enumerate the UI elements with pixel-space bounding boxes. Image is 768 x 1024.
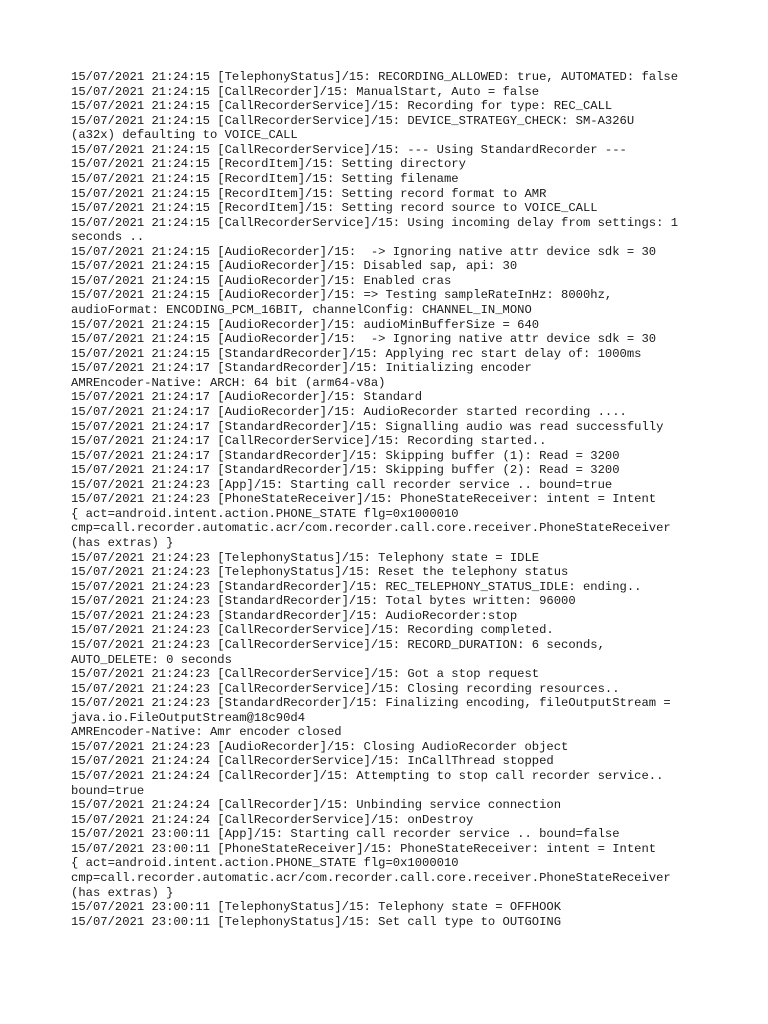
log-line: 15/07/2021 23:00:11 [App]/15: Starting call recorder service .. bound=false: [71, 827, 620, 842]
log-line: 15/07/2021 21:24:23 [CallRecorderService]/15: RECORD_DURATION: 6 seconds,: [71, 637, 605, 652]
log-line: 15/07/2021 21:24:15 [AudioRecorder]/15: -> Ignoring native attr device sdk = 30: [71, 244, 657, 259]
log-line: 15/07/2021 21:24:15 [CallRecorderService]/15: Using incoming delay from settings: 1: [71, 215, 679, 230]
log-line: 15/07/2021 21:24:15 [CallRecorderService]/15: DEVICE_STRATEGY_CHECK: SM-A326U: [71, 113, 635, 128]
log-line: AMREncoder-Native: Amr encoder closed: [71, 725, 342, 740]
log-line: 15/07/2021 21:24:17 [AudioRecorder]/15: AudioRecorder started recording ....: [71, 404, 627, 419]
log-line: (has extras) }: [71, 885, 174, 900]
log-line: 15/07/2021 21:24:15 [AudioRecorder]/15: audioMinBufferSize = 640: [71, 317, 540, 332]
log-line: (has extras) }: [71, 536, 174, 550]
log-line: 15/07/2021 21:24:17 [StandardRecorder]/15: Skipping buffer (1): Read = 3200: [71, 448, 620, 463]
log-line: 15/07/2021 21:24:15 [AudioRecorder]/15: Enabled cras: [71, 273, 452, 288]
log-line: 15/07/2021 21:24:15 [AudioRecorder]/15: -> Ignoring native attr device sdk = 30: [71, 332, 657, 347]
log-line: cmp=call.recorder.automatic.acr/com.recorder.call.core.receiver.PhoneStateReceiver: [71, 521, 671, 536]
log-line: 15/07/2021 23:00:11 [TelephonyStatus]/15: Telephony state = OFFHOOK: [71, 900, 562, 915]
log-line: 15/07/2021 21:24:23 [TelephonyStatus]/15: Reset the telephony status: [71, 565, 569, 580]
log-line: 15/07/2021 21:24:23 [CallRecorderService]/15: Closing recording resources..: [71, 681, 620, 696]
log-line: java.io.FileOutputStream@18c90d4: [71, 710, 306, 725]
log-line: 15/07/2021 21:24:15 [CallRecorder]/15: ManualStart, Auto = false: [71, 84, 540, 99]
log-line: 15/07/2021 21:24:17 [StandardRecorder]/15: Skipping buffer (2): Read = 3200: [71, 463, 620, 478]
log-line: 15/07/2021 21:24:15 [RecordItem]/15: Setting record source to VOICE_CALL: [71, 201, 598, 216]
log-line: 15/07/2021 21:24:15 [StandardRecorder]/15: Applying rec start delay of: 1000ms: [71, 346, 642, 361]
log-line: 15/07/2021 21:24:23 [CallRecorderService]/15: Got a stop request: [71, 667, 540, 682]
log-line: 15/07/2021 21:24:23 [PhoneStateReceiver]/15: PhoneStateReceiver: intent = Intent: [71, 492, 657, 507]
log-line: 15/07/2021 23:00:11 [TelephonyStatus]/15: Set call type to OUTGOING: [71, 914, 562, 929]
log-line: 15/07/2021 23:00:11 [PhoneStateReceiver]/15: PhoneStateReceiver: intent = Intent: [71, 841, 657, 856]
log-line: bound=true: [71, 783, 145, 798]
log-line: 15/07/2021 21:24:24 [CallRecorder]/15: Attempting to stop call recorder service..: [71, 769, 664, 783]
log-line: cmp=call.recorder.automatic.acr/com.recorder.call.core.receiver.PhoneStateReceiver: [71, 870, 671, 885]
log-line: 15/07/2021 21:24:23 [AudioRecorder]/15: Closing AudioRecorder object: [71, 739, 569, 754]
log-line: 15/07/2021 21:24:15 [CallRecorderService]/15: --- Using StandardRecorder ---: [71, 142, 627, 157]
log-line: 15/07/2021 21:24:23 [StandardRecorder]/15: Total bytes written: 96000: [71, 594, 576, 609]
log-line: 15/07/2021 21:24:17 [StandardRecorder]/15: Initializing encoder: [71, 361, 532, 376]
log-line: 15/07/2021 21:24:15 [CallRecorderService]/15: Recording for type: REC_CALL: [71, 99, 613, 114]
log-line: 15/07/2021 21:24:17 [CallRecorderService]/15: Recording started..: [71, 434, 547, 449]
log-document: [71, 70, 711, 929]
log-line: 15/07/2021 21:24:15 [RecordItem]/15: Setting directory: [71, 157, 466, 172]
log-line: 15/07/2021 21:24:24 [CallRecorder]/15: Unbinding service connection: [71, 798, 562, 813]
log-line: { act=android.intent.action.PHONE_STATE flg=0x1000010: [71, 506, 459, 521]
log-line: AUTO_DELETE: 0 seconds: [71, 652, 232, 667]
log-line: 15/07/2021 21:24:15 [RecordItem]/15: Setting record format to AMR: [71, 186, 547, 201]
log-line: 15/07/2021 21:24:23 [StandardRecorder]/15: REC_TELEPHONY_STATUS_IDLE: ending..: [71, 579, 642, 594]
log-line: 15/07/2021 21:24:15 [AudioRecorder]/15: => Testing sampleRateInHz: 8000hz,: [71, 288, 613, 303]
log-line: { act=android.intent.action.PHONE_STATE flg=0x1000010: [71, 856, 459, 871]
log-line: 15/07/2021 21:24:15 [RecordItem]/15: Setting filename: [71, 171, 459, 186]
log-line: 15/07/2021 21:24:15 [AudioRecorder]/15: Disabled sap, api: 30: [71, 259, 518, 274]
log-line: 15/07/2021 21:24:24 [CallRecorderService]/15: onDestroy: [71, 812, 474, 827]
log-line: 15/07/2021 21:24:15 [TelephonyStatus]/15: RECORDING_ALLOWED: true, AUTOMATED: false: [71, 70, 679, 84]
log-line: 15/07/2021 21:24:23 [CallRecorderService]/15: Recording completed.: [71, 623, 554, 638]
log-line: audioFormat: ENCODING_PCM_16BIT, channelConfig: CHANNEL_IN_MONO: [71, 303, 532, 317]
log-line: (a32x) defaulting to VOICE_CALL: [71, 128, 298, 143]
log-line: 15/07/2021 21:24:17 [StandardRecorder]/15: Signalling audio was read successfully: [71, 419, 664, 434]
log-line: 15/07/2021 21:24:23 [App]/15: Starting call recorder service .. bound=true: [71, 477, 613, 492]
log-line: 15/07/2021 21:24:23 [TelephonyStatus]/15: Telephony state = IDLE: [71, 550, 540, 565]
log-line: 15/07/2021 21:24:17 [AudioRecorder]/15: Standard: [71, 390, 423, 405]
log-line: AMREncoder-Native: ARCH: 64 bit (arm64-v8a): [71, 375, 386, 390]
log-line: 15/07/2021 21:24:23 [StandardRecorder]/15: Finalizing encoding, fileOutputStream =: [71, 696, 671, 711]
log-line: 15/07/2021 21:24:24 [CallRecorderService]/15: InCallThread stopped: [71, 754, 554, 769]
log-line: seconds ..: [71, 230, 145, 245]
log-line: 15/07/2021 21:24:23 [StandardRecorder]/15: AudioRecorder:stop: [71, 608, 518, 623]
